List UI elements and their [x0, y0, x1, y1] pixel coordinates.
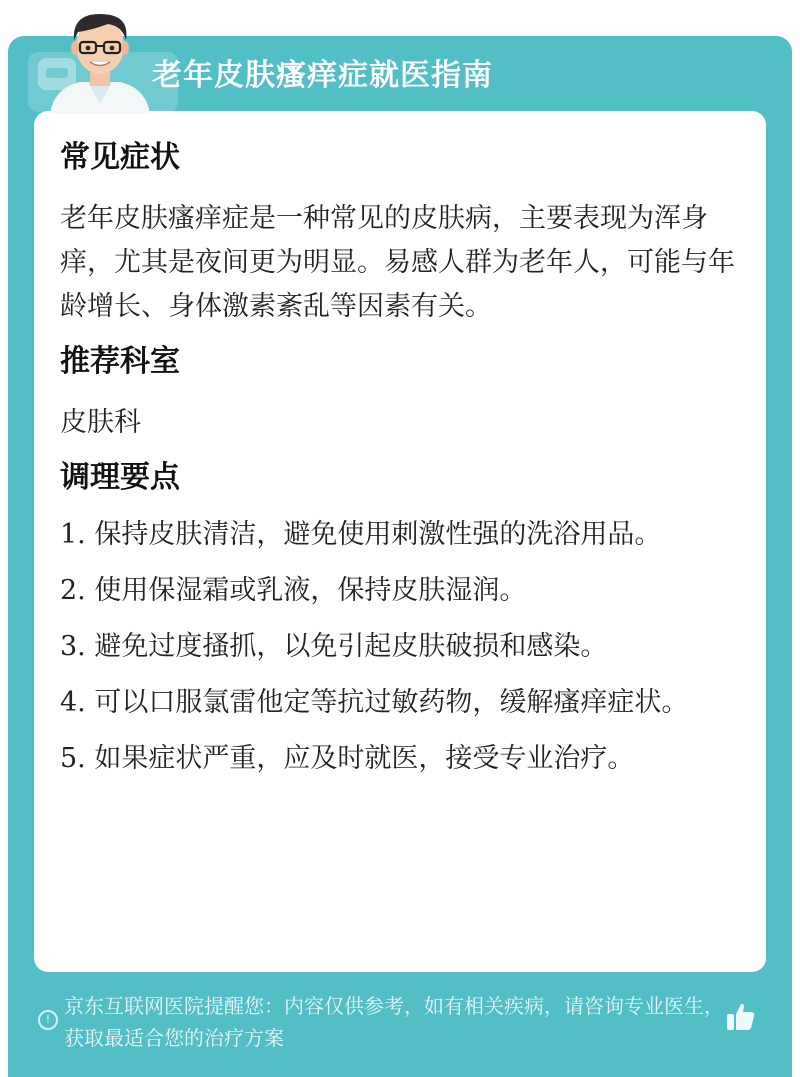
- department-title: 推荐科室: [60, 344, 180, 379]
- care-item-number: 1.: [60, 519, 86, 550]
- care-item-2: [60, 569, 740, 613]
- care-item-text: 可以口服氯雷他定等抗过敏药物，缓解瘙痒症状。: [85, 687, 689, 718]
- care-item-number: 2.: [60, 575, 86, 606]
- info-icon: !: [38, 1010, 58, 1030]
- care-item-text: 如果症状严重，应及时就医，接受专业治疗。: [85, 743, 635, 774]
- doctor-avatar: [44, 6, 156, 114]
- footer-text: 京东互联网医院提醒您：内容仅供参考，如有相关疾病，请咨询专业医生，获取最适合您的治疗方案: [64, 994, 724, 1050]
- thumbs-up-icon[interactable]: [724, 1000, 758, 1034]
- care-item-number: 5.: [60, 743, 86, 774]
- care-item-5: [60, 737, 740, 781]
- care-item-number: 3.: [60, 631, 86, 662]
- page-title: 老年皮肤瘙痒症就医指南: [152, 58, 493, 93]
- content-card: [34, 111, 766, 972]
- symptoms-text: 老年皮肤瘙痒症是一种常见的皮肤病，主要表现为浑身痒，尤其是夜间更为明显。易感人群为老年人，可能与年龄增长、身体激素紊乱等因素有关。: [60, 203, 735, 322]
- care-item-4: [60, 681, 740, 725]
- care-title: 调理要点: [60, 460, 180, 495]
- care-item-text: 使用保湿霜或乳液，保持皮肤湿润。: [85, 575, 527, 606]
- department-text: 皮肤科: [60, 407, 141, 438]
- care-item-3: [60, 625, 740, 669]
- care-item-1: [60, 513, 740, 557]
- symptoms-title: 常见症状: [60, 140, 180, 175]
- care-item-number: 4.: [60, 687, 86, 718]
- care-item-text: 避免过度搔抓，以免引起皮肤破损和感染。: [85, 631, 608, 662]
- care-item-text: 保持皮肤清洁，避免使用刺激性强的洗浴用品。: [85, 519, 662, 550]
- footer-disclaimer: [8, 988, 792, 1077]
